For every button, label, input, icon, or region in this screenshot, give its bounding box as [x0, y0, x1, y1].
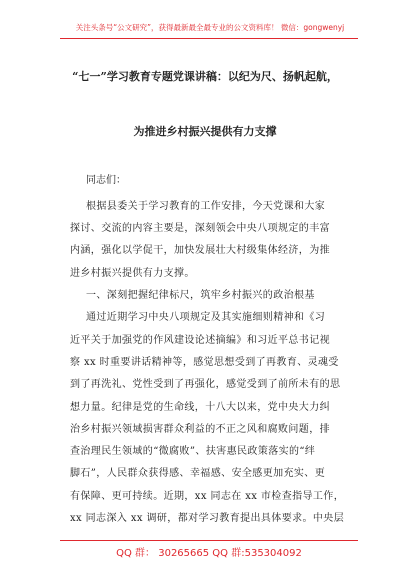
salutation: 同志们： — [86, 175, 126, 186]
body-line: 想力量。纪律是党的生命线，十八大以来，党中央大力纠 — [70, 402, 330, 413]
body-line: 察 xx 时重要讲话精神等，感觉思想受到了再教育、灵魂受 — [70, 357, 339, 368]
document-title-line-2: 为推进乡村振兴提供有力支撑 — [133, 125, 277, 138]
body-line: 有保障、更可持续。近期，xx 同志在 xx 市检查指导工作， — [70, 491, 345, 502]
body-line: 根据县委关于学习教育的工作安排，今天党课和大家 — [86, 201, 326, 212]
document-title-line-1: “七一”学习教育专题党课讲稿：以纪为尺、扬帆起航， — [72, 70, 338, 83]
body-line: xx 同志深入 xx 调研，都对学习教育提出具体要求。中央层 — [70, 513, 345, 524]
body-line: 脚石”，人民群众获得感、幸福感、安全感更加充实、更 — [70, 468, 326, 479]
body-line: 查治理民生领域的“微腐败”、扶害惠民政策落实的“绊 — [70, 446, 316, 457]
body-line: 近平关于加强党的作风建设论述摘编》和习近平总书记视 — [70, 335, 330, 346]
body-line: 探讨、交流的内容主要是，深刻领会中央八项规定的丰富 — [70, 223, 330, 234]
body-line: 通过近期学习中央八项规定及其实施细则精神和《习 — [86, 312, 326, 323]
body-line: 进乡村振兴提供有力支撑。 — [70, 268, 195, 279]
section-heading: 一、深刻把握纪律标尺，筑牢乡村振兴的政治根基 — [86, 290, 315, 301]
footer-qq-groups: QQ 群： 30265665 QQ 群:535304092 — [116, 548, 302, 559]
header-banner: 关注头条号“公文研究”，获得最新最全最专业的公文资料库！ 微信：gongwenyj — [75, 23, 345, 32]
body-line: 内涵，强化以学促干，加快发展壮大村级集体经济，为推 — [70, 245, 330, 256]
footer-divider — [60, 540, 358, 541]
header-divider — [60, 38, 358, 39]
body-line: 治乡村振兴领域损害群众利益的不正之风和腐败问题，排 — [70, 424, 330, 435]
body-line: 到了再洗礼、党性受到了再强化，感觉受到了前所未有的思 — [70, 379, 341, 390]
